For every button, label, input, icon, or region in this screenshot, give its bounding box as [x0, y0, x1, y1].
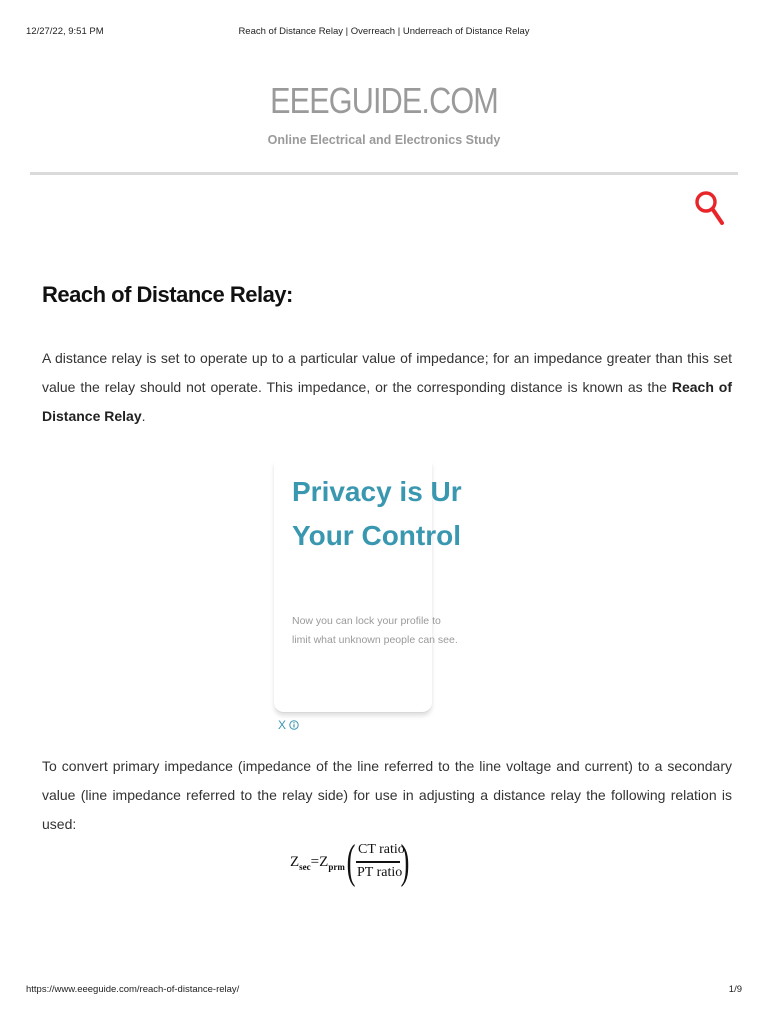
- formula-sub-prm: prm: [328, 862, 345, 872]
- print-datetime: 12/27/22, 9:51 PM: [26, 26, 104, 37]
- paragraph-end: .: [141, 408, 146, 424]
- ad-headline-line-2: Your Control: [292, 520, 462, 551]
- ad-body-line-1: Now you can lock your profile to: [292, 615, 441, 627]
- formula-z-sec: Z: [290, 854, 300, 870]
- print-page-title: Reach of Distance Relay | Overreach | Underreach of Distance Relay: [238, 26, 530, 37]
- paragraph-bold-term: Reach of Distance Relay: [42, 379, 733, 424]
- info-icon[interactable]: [289, 720, 299, 730]
- formula-paren-open: (: [346, 835, 356, 888]
- header-divider: [30, 172, 738, 175]
- article-heading: Reach of Distance Relay:: [42, 282, 293, 307]
- formula-fraction-bar: [356, 861, 400, 863]
- site-tagline: Online Electrical and Electronics Study: [267, 133, 501, 147]
- formula-equals: =: [310, 854, 320, 870]
- formula-paren-close: ): [400, 835, 410, 888]
- ad-headline: [292, 470, 512, 558]
- print-footer: [26, 984, 742, 998]
- advertisement-banner[interactable]: [274, 462, 462, 713]
- ad-body-line-2: limit what unknown people can see.: [292, 634, 458, 646]
- site-logo-title[interactable]: EEEGUIDE.COM: [270, 80, 498, 121]
- ad-body: [292, 612, 492, 650]
- impedance-conversion-formula: [290, 835, 420, 894]
- article-paragraph-conversion: To convert primary impedance (impedance of the line referred to the line voltage and current) to a secondary value (line impedance referred to the relay side) for use in adjusting a distance relay the following relation is used:: [42, 758, 732, 832]
- print-page-count: 1/9: [728, 984, 742, 995]
- formula-sub-sec: sec: [299, 862, 311, 872]
- print-url: https://www.eeeguide.com/reach-of-distance-relay/: [26, 984, 240, 995]
- ad-close-button[interactable]: X: [278, 718, 287, 732]
- paragraph-text: A distance relay is set to operate up to a particular value of impedance; for an impedance greater than this set value the relay should not operate. This impedance, or the corresponding distance is known as the: [42, 350, 732, 395]
- search-icon[interactable]: [694, 188, 724, 226]
- formula-numerator: CT ratio: [358, 842, 405, 857]
- formula-denominator: PT ratio: [357, 865, 403, 880]
- print-header: [26, 26, 742, 40]
- formula-lhs: [290, 854, 345, 872]
- ad-headline-line-1: Privacy is Ur: [292, 476, 462, 507]
- article-paragraph-reach: [42, 344, 732, 431]
- formula-z-prm: Z: [319, 854, 329, 870]
